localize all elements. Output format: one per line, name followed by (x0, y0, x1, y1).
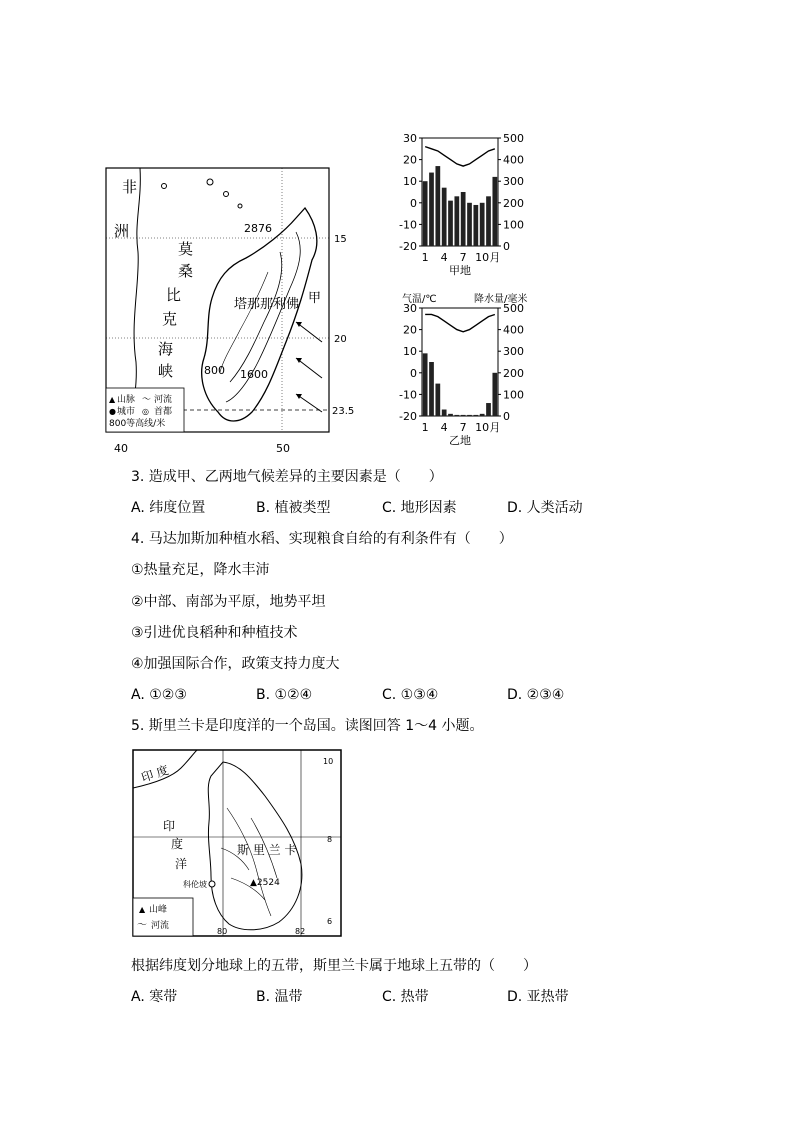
month-tick-label: 7 (459, 421, 467, 434)
peak-label: 2876 (244, 222, 272, 235)
lat-23-5-label: 23.5 (332, 406, 355, 417)
place-label: 甲地 (449, 264, 471, 277)
month-tick-label: 10 (475, 421, 490, 434)
q3-option-c[interactable]: C. 地形因素 (382, 500, 457, 516)
precip-tick-label: 200 (503, 366, 524, 380)
legend-mountain: 山脉 (117, 395, 136, 405)
precip-tick-label: 500 (503, 302, 524, 315)
capital-label: 塔那那利佛 (234, 297, 300, 312)
q5-option-a[interactable]: A. 寒带 (131, 989, 178, 1005)
mozambique-label: 克 (162, 310, 178, 328)
month-tick-label: 7 (459, 251, 467, 264)
lat-10-label: 10 (323, 757, 334, 766)
precip-bar (467, 415, 472, 416)
legend-peak: 山峰 (149, 905, 168, 915)
question-3-stem: 3. 造成甲、乙两地气候差异的主要因素是（ ） (131, 469, 443, 485)
precip-tick-label: 0 (503, 240, 510, 253)
madagascar-map (100, 162, 355, 457)
precip-bar (435, 384, 440, 416)
temp-tick-label: 10 (403, 345, 417, 359)
climate-chart-yi (390, 290, 530, 458)
precip-bar (473, 415, 478, 416)
ocean-label: 度 (171, 837, 184, 851)
month-tick-label: 10 (475, 251, 490, 264)
precip-tick-label: 400 (503, 153, 524, 167)
lon-80-label: 80 (217, 927, 228, 936)
africa-label: 非 (122, 178, 138, 196)
precip-bar (486, 196, 491, 246)
question-5-stem: 5. 斯里兰卡是印度洋的一个岛国。读图回答 1～4 小题。 (131, 718, 484, 734)
climate-chart-jia (390, 128, 530, 288)
temp-axis-title: 气温/℃ (402, 294, 437, 305)
precip-tick-label: 300 (503, 345, 524, 359)
precip-bar (423, 353, 428, 416)
month-tick-label: 1 (421, 421, 429, 434)
precip-bar (435, 166, 440, 246)
temp-tick-label: 20 (403, 323, 417, 337)
q5-option-b[interactable]: B. 温带 (256, 989, 303, 1005)
precip-bar (454, 415, 459, 416)
india-label: 印 度 (139, 762, 171, 785)
temp-tick-label: -10 (399, 388, 417, 402)
colombo-label: 科伦坡 (183, 880, 207, 889)
mountain-icon: ▲ (109, 395, 116, 404)
precip-bar (473, 205, 478, 246)
lon-50-label: 50 (276, 442, 290, 455)
month-tick-label: 1 (421, 251, 429, 264)
lat-6-label: 6 (327, 917, 333, 926)
precip-bar (492, 373, 497, 416)
q5-option-d[interactable]: D. 亚热带 (507, 989, 569, 1005)
month-unit-label: 月 (489, 421, 501, 434)
channel-label: 海 (158, 340, 174, 358)
temp-tick-label: 10 (403, 175, 417, 189)
precip-bar (492, 177, 497, 246)
precip-tick-label: 100 (503, 388, 524, 402)
place-label: 乙地 (449, 434, 471, 447)
precip-bar (423, 181, 428, 246)
legend-contour: 800等高线/米 (109, 419, 166, 429)
ocean-label: 洋 (175, 857, 188, 871)
q3-option-b[interactable]: B. 植被类型 (256, 500, 331, 516)
mountain-peak-icon: ▲ (139, 905, 146, 914)
precip-bar (448, 201, 453, 246)
question-5-sub-stem: 根据纬度划分地球上的五带，斯里兰卡属于地球上五带的（ ） (131, 958, 537, 974)
legend-river: 河流 (151, 921, 170, 931)
precip-bar (442, 410, 447, 416)
mozambique-label: 桑 (178, 262, 194, 280)
sri-lanka-map (131, 748, 346, 944)
country-label: 斯 里 兰 卡 (237, 843, 297, 857)
mozambique-label: 莫 (178, 240, 194, 258)
precip-tick-label: 500 (503, 132, 524, 145)
legend-capital: 首都 (154, 407, 173, 417)
river-icon: 〜 (142, 395, 152, 405)
channel-label: 峡 (158, 362, 174, 380)
precip-bar (480, 414, 485, 416)
temp-line (425, 147, 495, 166)
lat-8-label: 8 (327, 835, 333, 844)
lon-82-label: 82 (295, 927, 306, 936)
precip-bar (429, 173, 434, 246)
temp-tick-label: 20 (403, 153, 417, 167)
lat-15-label: 15 (334, 234, 347, 245)
question-4-stem: 4. 马达加斯加种植水稻、实现粮食自给的有利条件有（ ） (131, 531, 513, 547)
q4-option-a[interactable]: A. ①②③ (131, 687, 187, 703)
month-unit-label: 月 (489, 251, 501, 264)
precip-axis-title: 降水量/毫米 (474, 294, 528, 305)
peak-2524-label: ▲2524 (250, 878, 280, 888)
precip-bar (486, 403, 491, 416)
lat-20-label: 20 (334, 334, 347, 345)
q4-item-1: ①热量充足，降水丰沛 (131, 562, 270, 578)
q4-option-d[interactable]: D. ②③④ (507, 687, 565, 703)
temp-tick-label: 0 (410, 366, 417, 380)
africa-label: 洲 (114, 222, 130, 240)
q5-option-c[interactable]: C. 热带 (382, 989, 429, 1005)
contour-1600-label: 1600 (240, 368, 268, 381)
legend-city: 城市 (117, 407, 136, 417)
temp-tick-label: 30 (403, 302, 417, 315)
month-tick-label: 4 (440, 251, 448, 264)
jia-label: 甲 (308, 291, 322, 306)
precip-tick-label: 200 (503, 196, 524, 210)
precip-bar (429, 362, 434, 416)
q4-item-3: ③引进优良稻种和种植技术 (131, 625, 298, 641)
capital-icon: ◎ (142, 407, 149, 416)
q3-option-d[interactable]: D. 人类活动 (507, 500, 583, 516)
temp-tick-label: -10 (399, 218, 417, 232)
precip-bar (467, 203, 472, 246)
contour-800-label: 800 (204, 364, 225, 377)
precip-bar (461, 415, 466, 416)
river-icon: 〜 (137, 920, 147, 931)
precip-bar (442, 188, 447, 246)
q4-item-2: ②中部、南部为平原，地势平坦 (131, 594, 326, 610)
temp-tick-label: 30 (403, 132, 417, 145)
city-icon: ● (109, 407, 116, 416)
precip-bar (454, 196, 459, 246)
precip-tick-label: 300 (503, 175, 524, 189)
precip-tick-label: 100 (503, 218, 524, 232)
q4-item-4: ④加强国际合作，政策支持力度大 (131, 656, 340, 672)
precip-bar (461, 192, 466, 246)
temp-tick-label: 0 (410, 196, 417, 210)
q4-option-b[interactable]: B. ①②④ (256, 687, 313, 703)
q4-option-c[interactable]: C. ①③④ (382, 687, 439, 703)
temp-tick-label: -20 (399, 240, 417, 253)
ocean-label: 印 (163, 819, 176, 833)
precip-tick-label: 400 (503, 323, 524, 337)
mozambique-label: 比 (166, 286, 182, 304)
precip-tick-label: 0 (503, 410, 510, 423)
legend-river: 河流 (154, 395, 173, 405)
lon-40-label: 40 (114, 442, 128, 455)
q3-option-a[interactable]: A. 纬度位置 (131, 500, 206, 516)
month-tick-label: 4 (440, 421, 448, 434)
temp-line (425, 314, 495, 331)
precip-bar (480, 203, 485, 246)
precip-bar (448, 414, 453, 416)
temp-tick-label: -20 (399, 410, 417, 423)
